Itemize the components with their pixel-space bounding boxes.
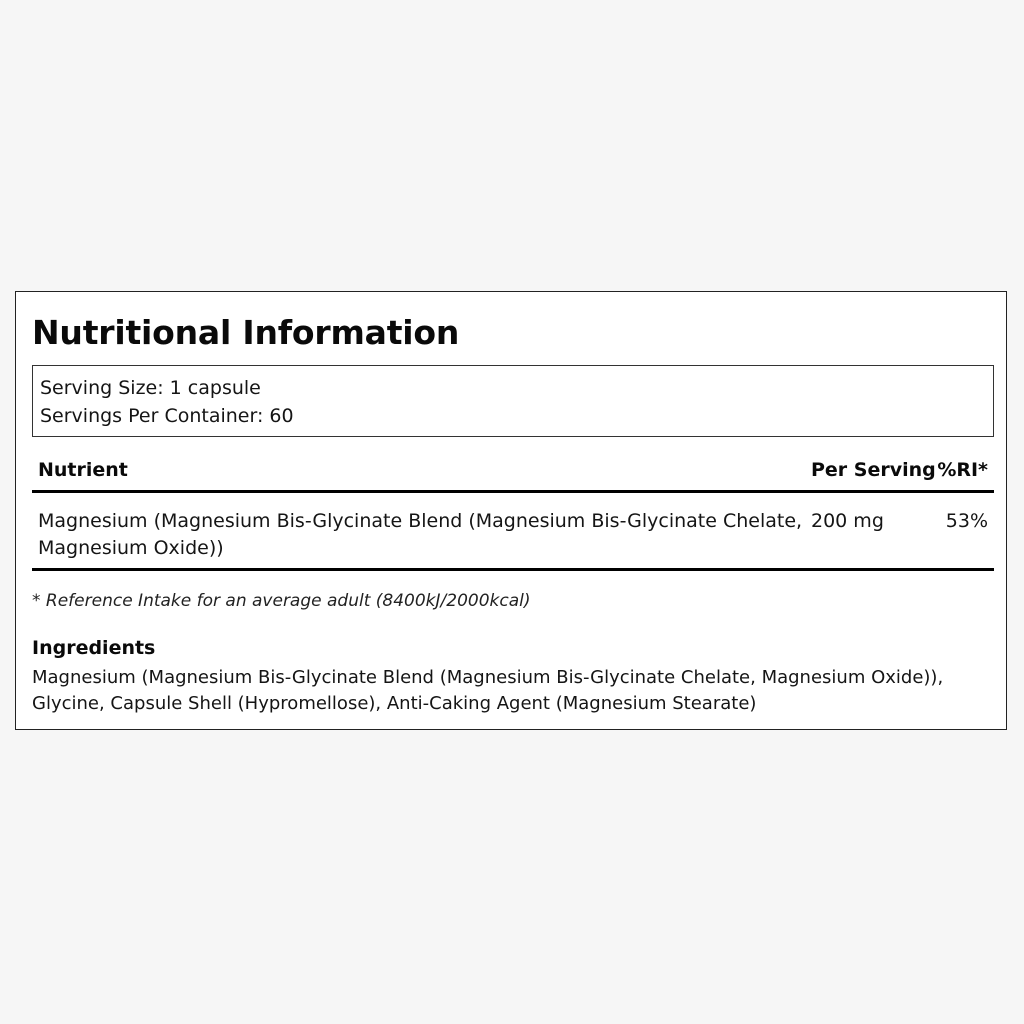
header-ri: %RI* (937, 459, 988, 481)
nutrient-ri: 53% (945, 510, 988, 532)
reference-intake-footnote: * Reference Intake for an average adult (8400kJ/2000kcal) (32, 591, 531, 611)
table-row (32, 493, 994, 571)
panel-title: Nutritional Information (32, 313, 460, 352)
ingredients-heading: Ingredients (32, 637, 156, 659)
serving-info-box (32, 365, 994, 437)
nutrient-table (32, 447, 994, 571)
table-header-row (32, 447, 994, 493)
servings-per-container: Servings Per Container: 60 (40, 405, 294, 427)
header-per-serving: Per Serving (811, 459, 936, 481)
serving-size: Serving Size: 1 capsule (40, 377, 261, 399)
ingredients-text: Magnesium (Magnesium Bis-Glycinate Blend (Magnesium Bis-Glycinate Chelate, Magnesium Oxide)), Glycine, Capsule Shell (Hypromellose), Anti-Caking Agent (Magnesium Stearate) (32, 667, 944, 714)
header-nutrient: Nutrient (38, 459, 128, 481)
nutrition-panel (15, 291, 1007, 730)
nutrient-per-serving: 200 mg (811, 510, 884, 532)
nutrient-name: Magnesium (Magnesium Bis-Glycinate Blend (Magnesium Bis-Glycinate Chelate, Magnesium Oxide)) (38, 510, 803, 559)
